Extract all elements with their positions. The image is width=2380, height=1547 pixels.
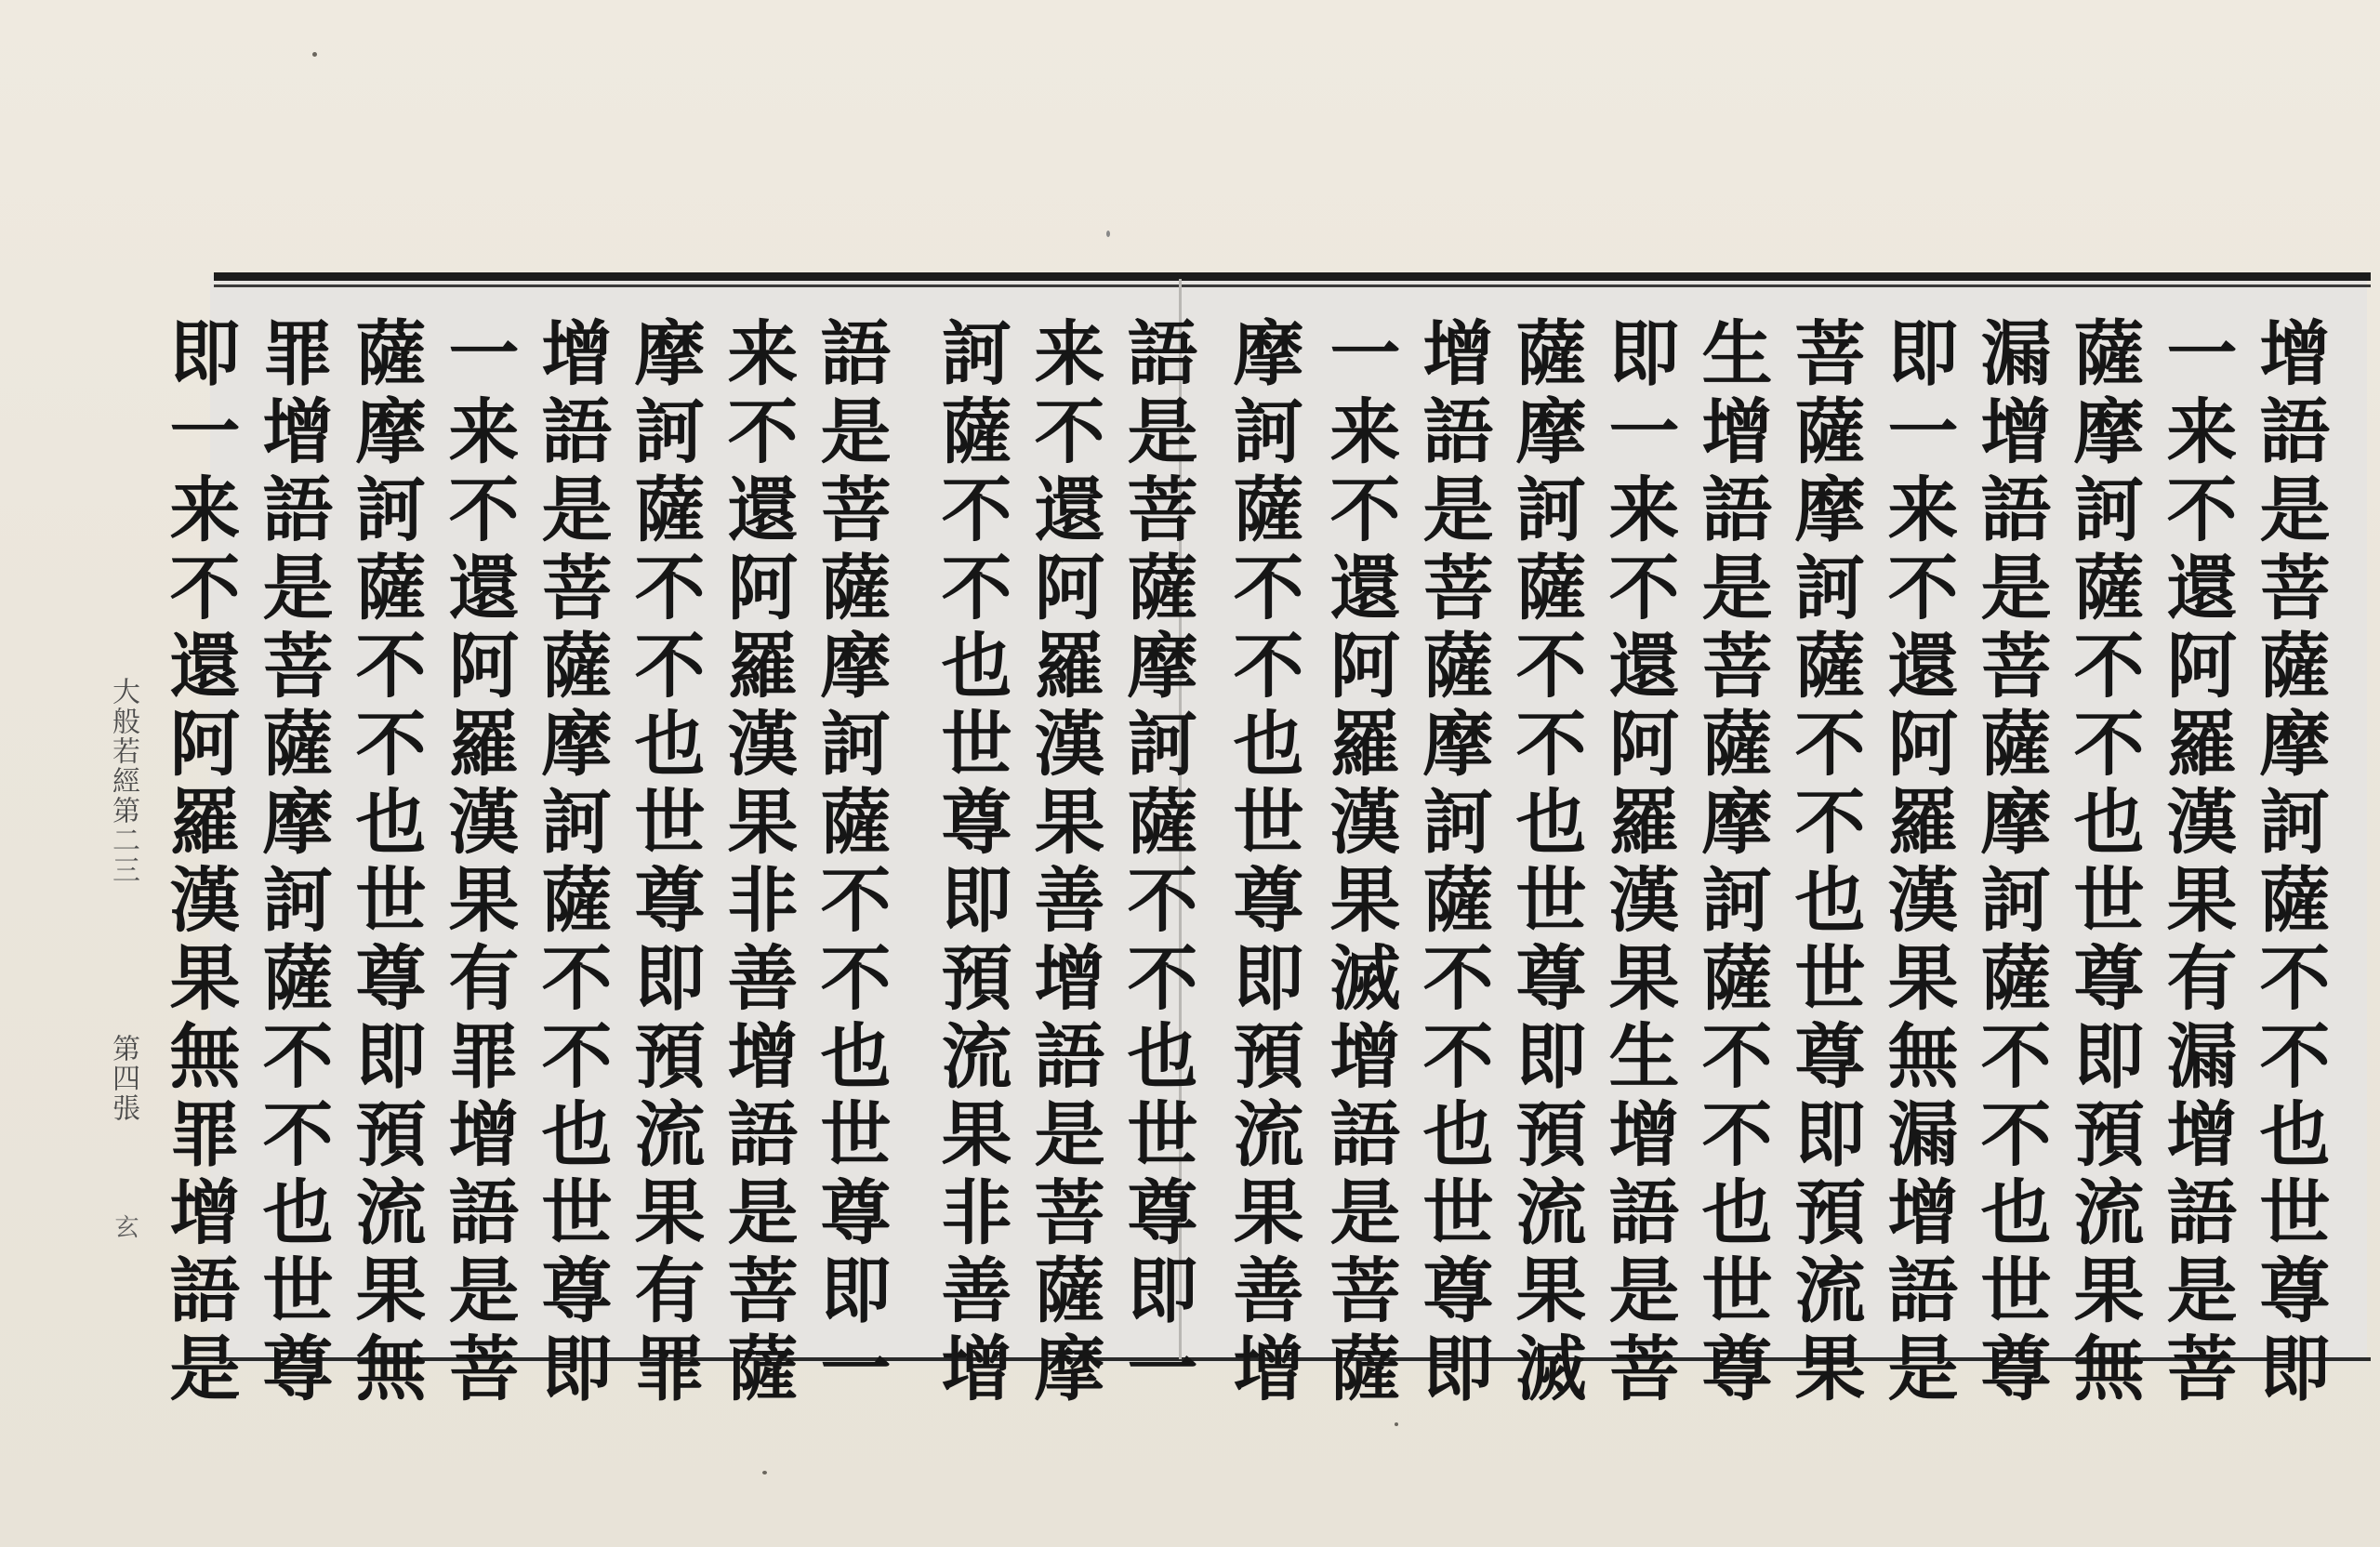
paper-speck	[1106, 231, 1110, 237]
text-column: 增語是菩薩摩訶薩不不也世尊即	[530, 316, 613, 1409]
paper-speck	[762, 1471, 767, 1474]
text-column: 語是菩薩摩訶薩不不也世尊即一	[809, 316, 892, 1409]
text-column: 生增語是菩薩摩訶薩不不也世尊	[1690, 316, 1773, 1409]
text-column: 摩訶薩不不也世尊即預流果有罪	[623, 316, 706, 1409]
text-column: 漏增語是菩薩摩訶薩不不也世尊	[1969, 316, 2052, 1409]
text-column: 即一来不還阿羅漢果生增語是菩	[1597, 316, 1680, 1409]
text-column: 一来不還阿羅漢果有罪增語是菩	[437, 316, 520, 1409]
text-column: 菩薩摩訶薩不不也世尊即預流果	[1783, 316, 1866, 1409]
margin-mark: 玄	[111, 1214, 139, 1238]
text-column: 增語是菩薩摩訶薩不不也世尊即	[2248, 316, 2331, 1409]
margin-page-number: 第四張	[107, 1034, 139, 1123]
text-column: 即一来不還阿羅漢果無罪增語是	[158, 316, 241, 1409]
paper-speck	[312, 52, 317, 57]
top-border-line-inner	[214, 284, 2371, 287]
margin-sutra-title: 大般若經第二三	[107, 677, 139, 885]
top-border-line	[214, 272, 2371, 281]
text-column: 語是菩薩摩訶薩不不也世尊即一	[1116, 316, 1198, 1409]
text-column: 薩摩訶薩不不也世尊即預流果無	[344, 316, 427, 1409]
text-column: 摩訶薩不不也世尊即預流果善增	[1222, 316, 1304, 1409]
text-column: 一来不還阿羅漢果有漏增語是菩	[2155, 316, 2238, 1409]
text-column: 增語是菩薩摩訶薩不不也世尊即	[1411, 316, 1494, 1409]
text-column: 薩摩訶薩不不也世尊即預流果滅	[1504, 316, 1587, 1409]
text-column: 薩摩訶薩不不也世尊即預流果無	[2062, 316, 2145, 1409]
text-column: 来不還阿羅漢果非善增語是菩薩	[716, 316, 799, 1409]
text-column: 来不還阿羅漢果善增語是菩薩摩	[1023, 316, 1105, 1409]
text-column: 一来不還阿羅漢果滅增語是菩薩	[1318, 316, 1401, 1409]
paper-speck	[1395, 1422, 1398, 1426]
text-column: 罪增語是菩薩摩訶薩不不也世尊	[251, 316, 334, 1409]
text-column: 即一来不還阿羅漢果無漏增語是	[1876, 316, 1959, 1409]
text-column: 訶薩不不也世尊即預流果非善增	[930, 316, 1012, 1409]
